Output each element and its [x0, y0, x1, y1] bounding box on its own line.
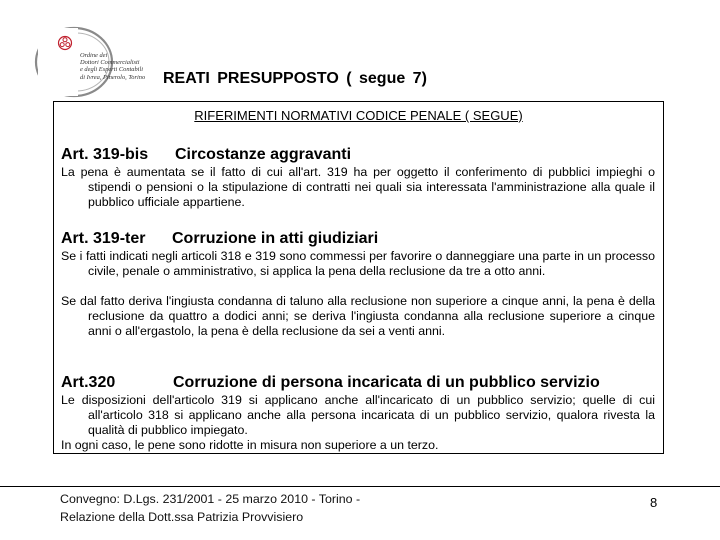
slide-title: REATI PRESUPPOSTO ( segue 7) [163, 70, 427, 87]
article-title [61, 146, 351, 164]
article-number: Art. 319-bis [61, 146, 149, 163]
article-title [61, 374, 600, 392]
footer [60, 490, 360, 526]
article-paragraph: Se i fatti indicati negli articoli 318 e 319 sono commessi per favorire o danneggiare una parte in un processo civile, penale o amministrativo, si applica la pena della reclusione da tre a otto anni. [61, 249, 655, 278]
article-paragraph: La pena è aumentata se il fatto di cui all'art. 319 ha per oggetto il conferimento di pubblici impieghi o stipendi o pensioni o la stipulazione di contratti nei quali sia interessata l'amministrazione alla quale il pubblico ufficiale appartiene. [61, 165, 655, 209]
article-number: Art.320 [61, 374, 116, 391]
article-paragraph: In ogni caso, le pene sono ridotte in misura non superiore a un terzo. [61, 438, 439, 452]
page-number: 8 [650, 495, 658, 510]
logo-text: Ordine dei Dottori Commercialisti e degli Esperti Contabili di Ivrea, Pinerolo, Torino [80, 52, 146, 81]
box-heading: RIFERIMENTI NORMATIVI CODICE PENALE ( SEGUE) [194, 108, 523, 123]
footer-line-1: Convegno: D.Lgs. 231/2001 - 25 marzo 2010 - Torino - [60, 492, 361, 506]
article-heading: Corruzione di persona incaricata di un pubblico servizio [173, 374, 600, 391]
article-number: Art. 319-ter [61, 230, 146, 247]
content-box [53, 101, 664, 454]
article-paragraph: Le disposizioni dell'articolo 319 si applicano anche all'incaricato di un pubblico servizio; quelle di cui all'articolo 318 si applicano anche alla persona incaricata di un pubblico servizio, qualora rivesta la qualità di pubblico impiegato. [61, 393, 655, 437]
article-heading: Corruzione in atti giudiziari [172, 230, 379, 247]
article-paragraph: Se dal fatto deriva l'ingiusta condanna di taluno alla reclusione non superiore a cinque anni, la pena è della reclusione da quattro a dodici anni; se deriva l'ingiusta condanna alla reclusione superiore a cinque anni o all'ergastolo, la pena è della reclusione da sei a venti anni. [61, 294, 655, 338]
article-title [61, 230, 378, 248]
footer-line-2: Relazione della Dott.ssa Patrizia Provvisiero [60, 510, 304, 524]
footer-divider [0, 486, 720, 487]
logo [28, 22, 148, 104]
article-heading: Circostanze aggravanti [175, 146, 352, 163]
